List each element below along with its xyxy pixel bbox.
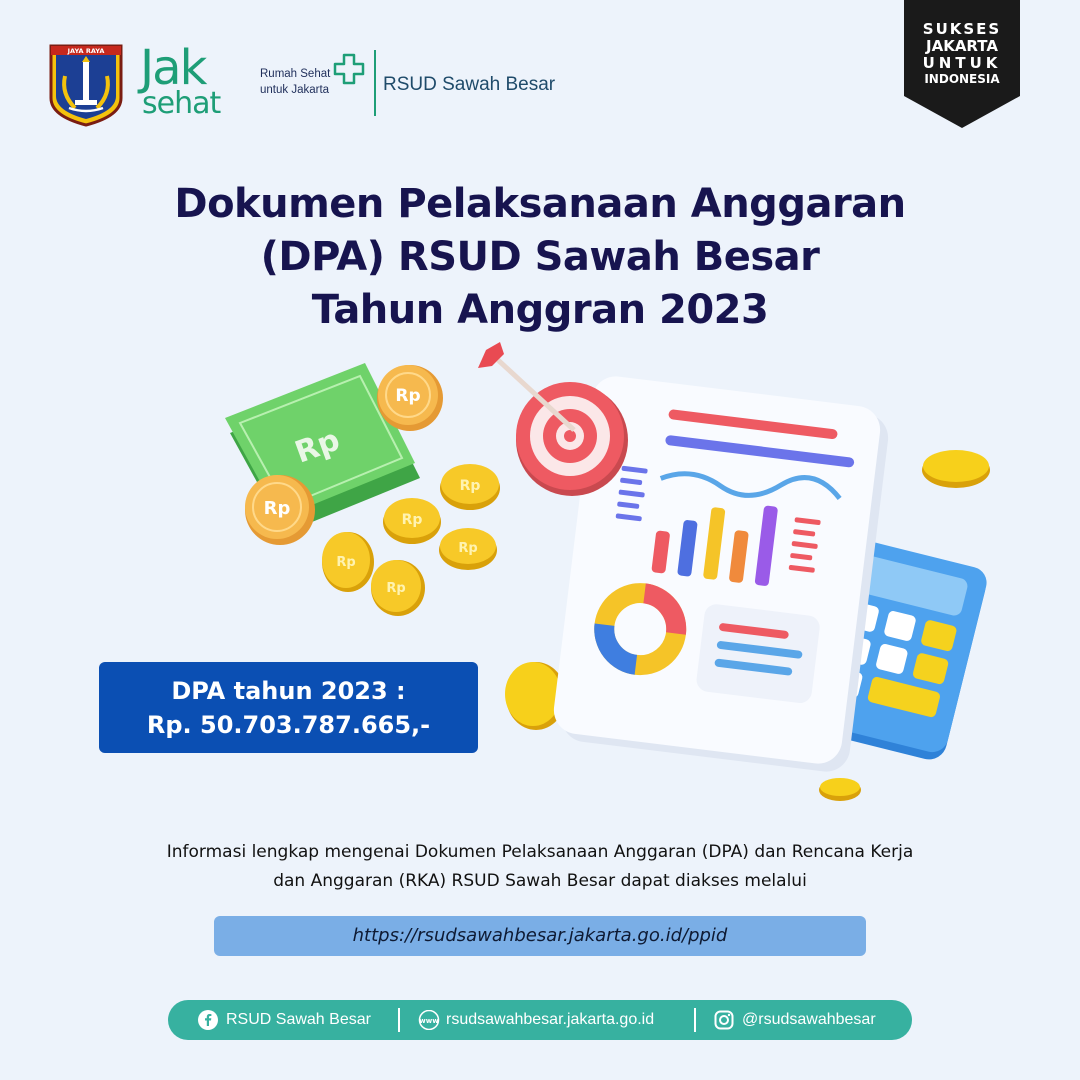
info-text [60,838,1020,896]
plus-cross-icon [332,52,366,86]
ppid-url-link[interactable]: https://rsudsawahbesar.jakarta.go.id/ppid [214,916,866,956]
svg-text:Rp: Rp [459,478,481,494]
footer-divider [694,1008,696,1032]
rumah-sehat-line2: untuk Jakarta [260,84,330,96]
footer-contact-bar [168,1000,912,1040]
jak-logo-word: Jak [140,40,206,96]
gold-coin-icon [371,560,425,616]
facebook-icon [198,1010,218,1030]
footer-facebook-label: RSUD Sawah Besar [226,1011,371,1028]
gold-coin-icon [439,528,497,570]
svg-text:Rp: Rp [458,541,478,556]
bill-currency-label: Rp [290,422,345,471]
footer-facebook-link[interactable] [198,1000,371,1040]
footer-instagram-label: @rsudsawahbesar [742,1011,876,1028]
sehat-logo-word: sehat [142,86,221,121]
footer-website-label: rsudsawahbesar.jakarta.go.id [446,1011,655,1028]
dpa-amount: Rp. 50.703.787.665,- [146,711,431,739]
footer-instagram-link[interactable] [714,1000,876,1040]
gold-coin-icon [322,532,374,592]
orange-coin-icon [377,365,443,431]
title-line1: Dokumen Pelaksanaan Anggaran [174,181,906,227]
hospital-name: RSUD Sawah Besar [383,74,556,95]
gold-coin-icon [440,464,500,510]
svg-text:www: www [419,1017,439,1025]
svg-text:Rp: Rp [395,386,421,406]
jak-sehat-logo [140,40,250,124]
badge-line3: UNTUK [922,54,1002,72]
rumah-sehat-line1: Rumah Sehat [260,68,331,80]
gold-coin-icon [819,778,861,801]
svg-text:Rp: Rp [401,512,423,528]
target-arrow-icon [478,342,628,496]
badge-line2: JAKARTA [926,37,998,55]
instagram-icon [714,1010,734,1030]
sukses-jakarta-badge [904,0,1020,128]
rumah-sehat-logo [260,60,370,110]
dpa-total-box [99,662,478,753]
jakarta-crest-logo [47,42,125,127]
gold-coin-icon [383,498,441,544]
svg-text:Rp: Rp [386,581,406,596]
gold-coin-icon [922,450,990,488]
orange-coin-icon [245,475,315,545]
badge-line4: INDONESIA [924,72,1000,86]
page-title [0,178,1080,337]
badge-line1: SUKSES [922,20,1002,38]
svg-text:Rp: Rp [263,498,291,519]
info-line1: Informasi lengkap mengenai Dokumen Pelaksanaan Anggaran (DPA) dan Rencana Kerja [166,842,914,862]
www-globe-icon [418,1010,438,1030]
header-divider [374,50,376,116]
svg-text:Rp: Rp [336,555,356,570]
footer-divider [398,1008,400,1032]
crest-motto: JAYA RAYA [67,47,105,55]
title-line3: Tahun Anggran 2023 [311,287,769,333]
title-line2: (DPA) RSUD Sawah Besar [260,234,820,280]
footer-website-link[interactable] [418,1000,654,1040]
info-line2: dan Anggaran (RKA) RSUD Sawah Besar dapat diakses melalui [273,871,807,891]
dpa-label: DPA tahun 2023 : [171,677,406,705]
